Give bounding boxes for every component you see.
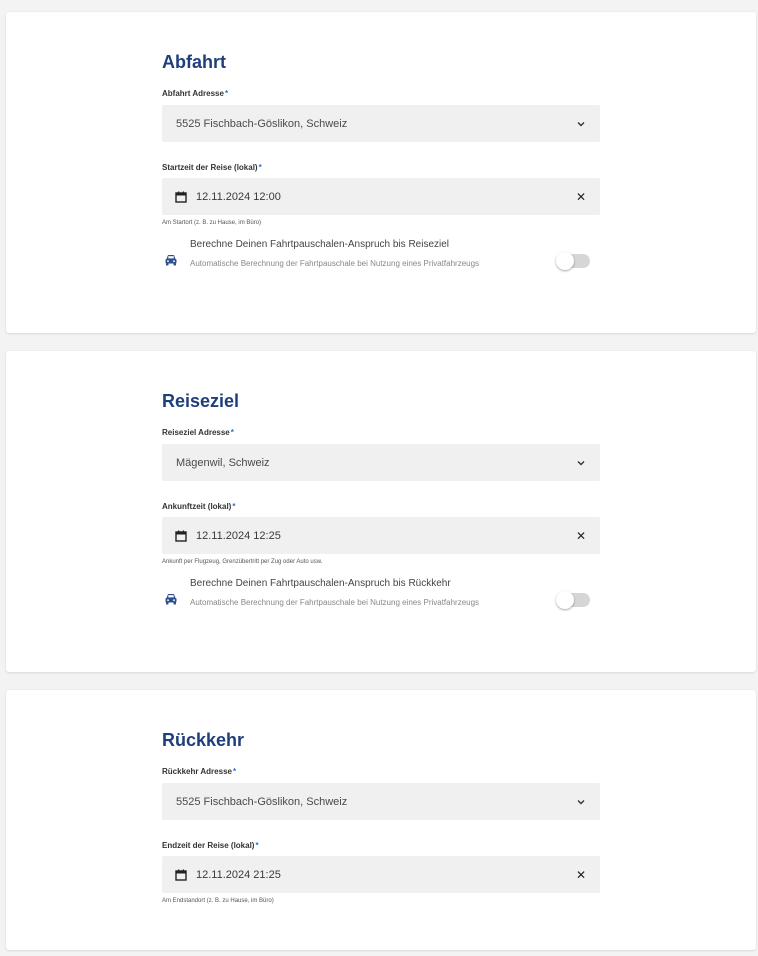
departure-time-value: 12.11.2024 12:00 bbox=[196, 190, 281, 203]
departure-toggle-row bbox=[162, 239, 600, 289]
return-card bbox=[6, 690, 756, 950]
return-address-label-text: Rückkehr Adresse bbox=[162, 767, 232, 776]
departure-toggle-desc: Automatische Berechnung der Fahrtpauschale bei Nutzung eines Privatfahrzeugs bbox=[190, 259, 480, 268]
calendar-icon[interactable] bbox=[175, 530, 187, 542]
departure-toggle-title: Berechne Deinen Fahrtpauschalen-Anspruch bis Reiseziel bbox=[190, 239, 450, 250]
car-icon bbox=[164, 253, 178, 267]
departure-card bbox=[6, 12, 756, 333]
departure-time-label bbox=[162, 163, 262, 172]
car-icon bbox=[164, 592, 178, 606]
destination-card bbox=[6, 351, 756, 672]
destination-address-label bbox=[162, 428, 234, 437]
required-marker: * bbox=[230, 428, 234, 437]
destination-time-hint: Ankunft per Flugzeug, Grenzübertritt per Zug oder Auto usw. bbox=[162, 559, 323, 565]
return-time-label-text: Endzeit der Reise (lokal) bbox=[162, 841, 255, 850]
destination-address-label-text: Reiseziel Adresse bbox=[162, 428, 230, 437]
return-address-select[interactable] bbox=[162, 783, 600, 820]
close-icon[interactable]: ✕ bbox=[575, 189, 586, 204]
destination-time-label-text: Ankunftzeit (lokal) bbox=[162, 502, 232, 511]
toggle-thumb bbox=[556, 252, 574, 270]
calendar-icon[interactable] bbox=[175, 191, 187, 203]
calendar-icon[interactable] bbox=[175, 869, 187, 881]
destination-time-input[interactable] bbox=[162, 517, 600, 554]
required-marker: * bbox=[232, 767, 237, 776]
close-icon[interactable]: ✕ bbox=[575, 528, 586, 543]
return-time-value: 12.11.2024 21:25 bbox=[196, 868, 281, 881]
chevron-down-icon bbox=[576, 797, 586, 807]
departure-fare-toggle[interactable] bbox=[556, 252, 592, 270]
close-icon[interactable]: ✕ bbox=[575, 867, 586, 882]
destination-toggle-row bbox=[162, 578, 600, 628]
toggle-thumb bbox=[556, 591, 574, 609]
required-marker: * bbox=[258, 163, 262, 172]
destination-address-select[interactable] bbox=[162, 444, 600, 481]
chevron-down-icon bbox=[576, 119, 586, 129]
destination-time-label bbox=[162, 502, 235, 511]
return-address-label bbox=[162, 767, 236, 776]
return-time-label bbox=[162, 841, 259, 850]
required-marker: * bbox=[232, 502, 236, 511]
departure-title: Abfahrt bbox=[162, 52, 226, 72]
departure-address-label-text: Abfahrt Adresse bbox=[162, 89, 224, 98]
required-marker: * bbox=[255, 841, 259, 850]
chevron-down-icon bbox=[576, 458, 586, 468]
return-title: Rückkehr bbox=[162, 730, 245, 750]
return-address-value: 5525 Fischbach-Göslikon, Schweiz bbox=[176, 795, 348, 808]
destination-time-value: 12.11.2024 12:25 bbox=[196, 529, 281, 542]
return-time-input[interactable] bbox=[162, 856, 600, 893]
destination-fare-toggle[interactable] bbox=[556, 591, 592, 609]
departure-time-hint: Am Startort (z. B. zu Hause, im Büro) bbox=[162, 220, 262, 226]
destination-toggle-desc: Automatische Berechnung der Fahrtpauschale bei Nutzung eines Privatfahrzeugs bbox=[190, 598, 480, 607]
required-marker: * bbox=[224, 89, 229, 98]
departure-address-value: 5525 Fischbach-Göslikon, Schweiz bbox=[176, 117, 348, 130]
destination-address-value: Mägenwil, Schweiz bbox=[176, 456, 270, 469]
departure-address-select[interactable] bbox=[162, 105, 600, 142]
departure-address-label bbox=[162, 89, 228, 98]
return-time-hint: Am Endstandort (z. B. zu Hause, im Büro) bbox=[162, 898, 274, 904]
departure-time-input[interactable] bbox=[162, 178, 600, 215]
destination-toggle-title: Berechne Deinen Fahrtpauschalen-Anspruch bis Rückkehr bbox=[190, 578, 451, 589]
destination-title: Reiseziel bbox=[162, 391, 240, 411]
departure-time-label-text: Startzeit der Reise (lokal) bbox=[162, 163, 258, 172]
